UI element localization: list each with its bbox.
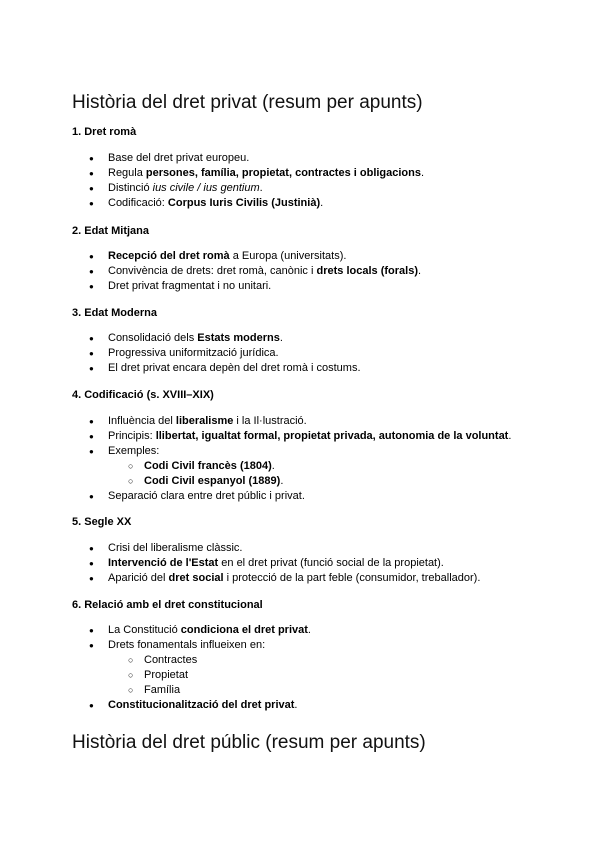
list-item: ● Dret privat fragmentat i no unitari. (72, 279, 552, 294)
list-item: ● La Constitució condiciona el dret privat. (72, 623, 552, 638)
list-item: ● Drets fonamentals influeixen en: (72, 638, 552, 653)
list-item: ● Aparició del dret social i protecció de la part feble (consumidor, treballador). (72, 571, 552, 586)
section-list-2 (72, 249, 552, 294)
list-item: ● Intervenció de l'Estat en el dret privat (funció social de la propietat). (72, 556, 552, 571)
section-heading-6: 6. Relació amb el dret constitucional (72, 599, 263, 611)
section-heading-2: 2. Edat Mitjana (72, 225, 150, 237)
section-list-6 (72, 623, 552, 713)
list-item: ● Progressiva uniformització jurídica. (72, 346, 552, 361)
list-item: ● Distinció ius civile / ius gentium. (72, 181, 552, 196)
section-list-3 (72, 331, 552, 376)
list-item: ● Codificació: Corpus Iuris Civilis (Justinià). (72, 196, 552, 211)
list-item: ● Separació clara entre dret públic i privat. (72, 489, 552, 504)
section-heading-4: 4. Codificació (s. XVIII–XIX) (72, 389, 214, 401)
list-item: ● Convivència de drets: dret romà, canònic i drets locals (forals). (72, 264, 552, 279)
list-item: ● Constitucionalització del dret privat. (72, 698, 552, 713)
second-page-title: Història del dret públic (resum per apunts) (72, 732, 426, 753)
page-title: Història del dret privat (resum per apunts) (72, 92, 423, 113)
list-item: ● Influència del liberalisme i la Il·lustració. (72, 414, 552, 429)
list-item: ● Exemples: (72, 444, 552, 459)
section-heading-1: 1. Dret romà (72, 126, 137, 138)
list-item: ● Recepció del dret romà a Europa (universitats). (72, 249, 552, 264)
section-heading-3: 3. Edat Moderna (72, 307, 157, 319)
list-item: ● Base del dret privat europeu. (72, 151, 552, 166)
sub-list-item: ○ Família (72, 683, 552, 698)
sub-list-item: ○ Propietat (72, 668, 552, 683)
section-list-1 (72, 151, 552, 211)
section-heading-5: 5. Segle XX (72, 516, 132, 528)
section-list-5 (72, 541, 552, 586)
sub-list-item: ○ Contractes (72, 653, 552, 668)
list-item: ● Crisi del liberalisme clàssic. (72, 541, 552, 556)
list-item: ● Consolidació dels Estats moderns. (72, 331, 552, 346)
list-item: ● Principis: llibertat, igualtat formal, propietat privada, autonomia de la voluntat. (72, 429, 552, 444)
sub-list-item: ○ Codi Civil francès (1804). (72, 459, 552, 474)
section-list-4 (72, 414, 552, 504)
list-item: ● Regula persones, família, propietat, contractes i obligacions. (72, 166, 552, 181)
list-item: ● El dret privat encara depèn del dret romà i costums. (72, 361, 552, 376)
sub-list-item: ○ Codi Civil espanyol (1889). (72, 474, 552, 489)
